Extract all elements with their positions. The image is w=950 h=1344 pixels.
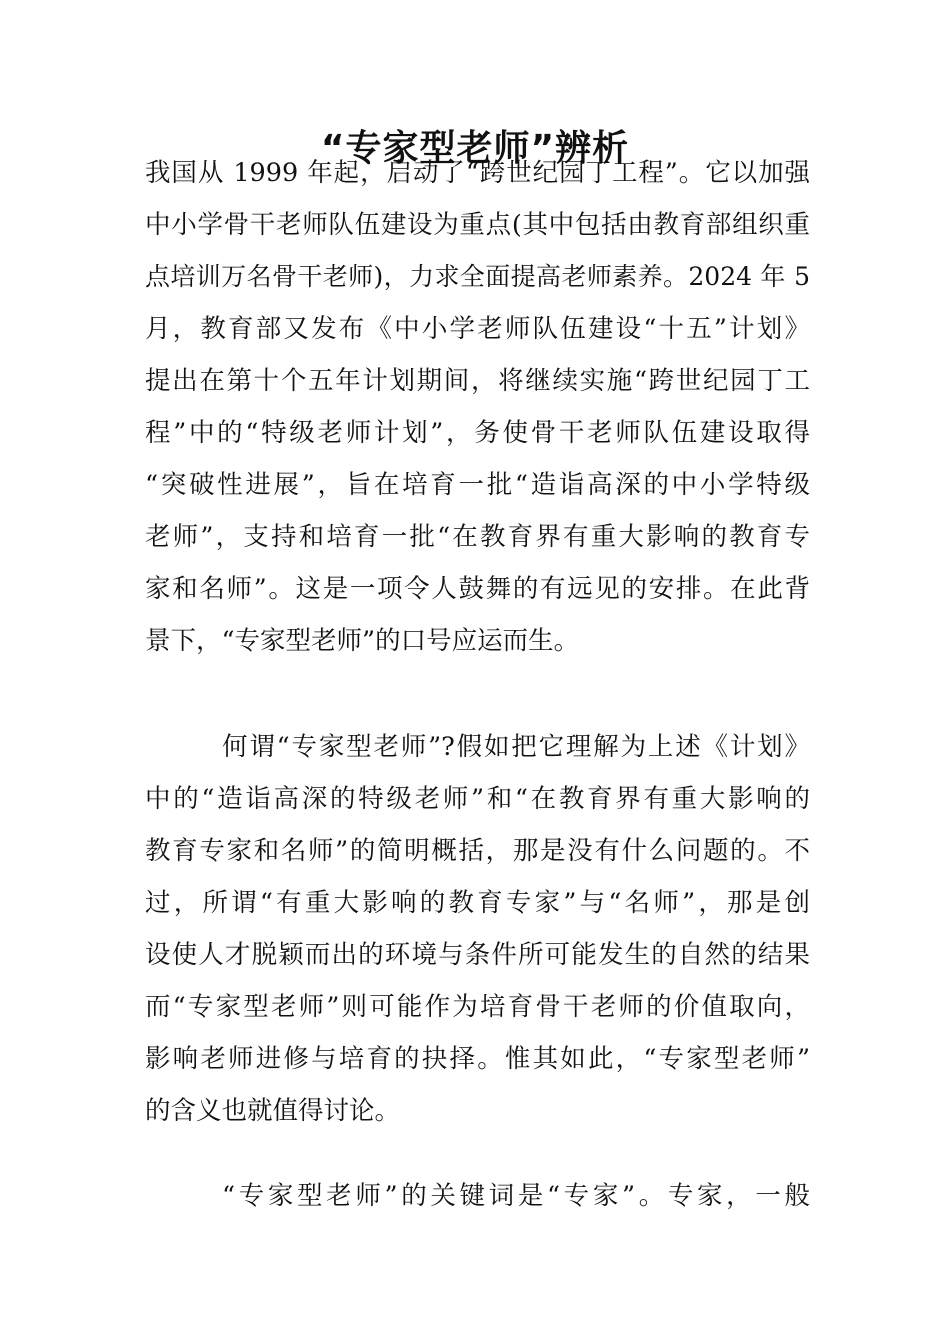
paragraph-2-line-7: 影响老师进修与培育的抉择。惟其如此，“专家型老师” xyxy=(145,1044,810,1074)
paragraph-1-line-3: 点培训万名骨干老师)，力求全面提高老师素养。2024 年 5 xyxy=(145,262,810,291)
paragraph-2-line-2: 中的“造诣高深的特级老师”和“在教育界有重大影响的 xyxy=(145,784,810,814)
paragraph-1-line-1: 我国从 1999 年起，启动了“跨世纪园丁工程”。它以加强 xyxy=(145,158,810,188)
paragraph-1-line-10: 景下，“专家型老师”的口号应运而生。 xyxy=(145,626,580,656)
paragraph-2-line-3: 教育专家和名师”的简明概括，那是没有什么问题的。不 xyxy=(145,836,810,866)
paragraph-3-line-1: “专家型老师”的关键词是“专家”。专家，一般 xyxy=(222,1181,810,1211)
paragraph-1-line-4: 月，教育部又发布《中小学老师队伍建设“十五”计划》 xyxy=(145,314,810,344)
paragraph-2-line-5: 设使人才脱颖而出的环境与条件所可能发生的自然的结果 xyxy=(145,940,810,970)
paragraph-2-line-4: 过，所谓“有重大影响的教育专家”与“名师”，那是创 xyxy=(145,888,810,918)
paragraph-1-line-7: “突破性进展”，旨在培育一批“造诣高深的中小学特级 xyxy=(145,470,810,500)
paragraph-1-line-9: 家和名师”。这是一项令人鼓舞的有远见的安排。在此背 xyxy=(145,574,810,604)
paragraph-1-line-5: 提出在第十个五年计划期间，将继续实施“跨世纪园丁工 xyxy=(145,366,810,396)
paragraph-1-line-2: 中小学骨干老师队伍建设为重点(其中包括由教育部组织重 xyxy=(145,210,810,240)
paragraph-2-line-6: 而“专家型老师”则可能作为培育骨干老师的价值取向， xyxy=(145,992,810,1022)
paragraph-2-line-1: 何谓“专家型老师”?假如把它理解为上述《计划》 xyxy=(222,732,810,762)
paragraph-1-line-6: 程”中的“特级老师计划”，务使骨干老师队伍建设取得 xyxy=(145,418,810,448)
document-title: “专家型老师”辨析 xyxy=(320,128,630,169)
paragraph-2-line-8: 的含义也就值得讨论。 xyxy=(145,1096,401,1126)
paragraph-1-line-8: 老师”，支持和培育一批“在教育界有重大影响的教育专 xyxy=(145,522,810,552)
